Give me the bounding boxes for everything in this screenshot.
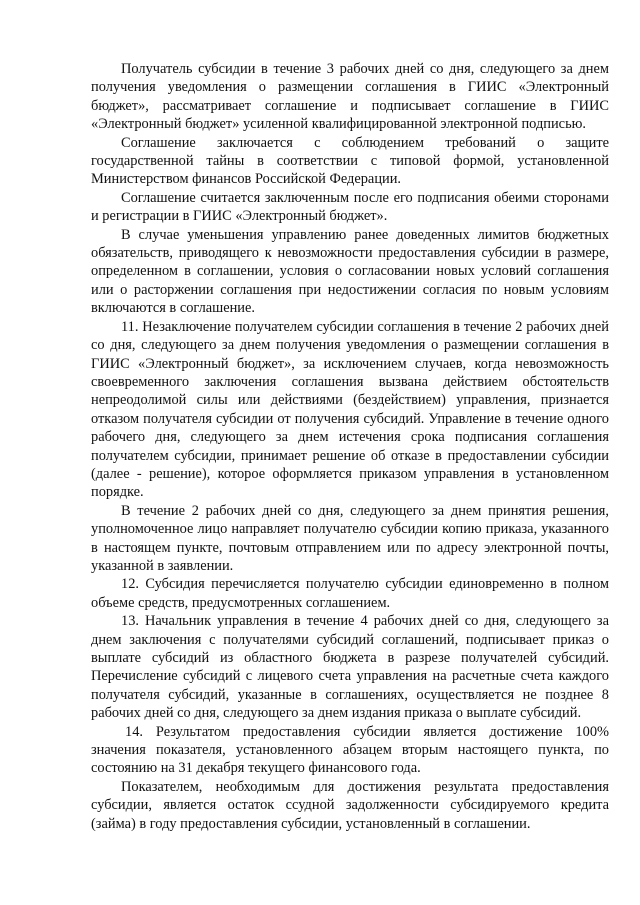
paragraph-item-12: 12. Субсидия перечисляется получателю субсидии единовременно в полном объеме средств, предусмотренных соглашением. [91, 576, 609, 611]
paragraph-item-11: 11. Незаключение получателем субсидии соглашения в течение 2 рабочих дней со дня, следующего за днем получения уведомления о размещении соглашения в ГИИС «Электронный бюджет», за исключением случаев, когда невозможность своевременного заключения соглашения вызвана действием обстоятельств непреодолимой силы или действиями (бездействием) управления, признается отказом получателя субсидии от получения субсидий. Управление в течение одного рабочего дня, следующего за днем истечения срока подписания соглашения получателем субсидии, принимает решение об отказе в предоставлении субсидии (далее - решение), которое оформляется приказом управления в установленном порядке. [91, 318, 609, 501]
paragraph-state-secret: Соглашение заключается с соблюдением требований о защите государственной тайны в соответствии с типовой формой, установленной Министерством финансов Российской Федерации. [91, 134, 609, 188]
paragraph-item-13: 13. Начальник управления в течение 4 рабочих дней со дня, следующего за днем заключения с получателями субсидий соглашений, подписывает приказ о выплате субсидий из областного бюджета в разрезе получателей субсидий. Перечисление субсидий с лицевого счета управления на расчетные счета каждого получателя субсидий, указанные в соглашениях, осуществляется не позднее 8 рабочих дней со дня, следующего за днем издания приказа о выплате субсидий. [91, 613, 609, 722]
paragraph-limits-reduction: В случае уменьшения управлению ранее доведенных лимитов бюджетных обязательств, приводящего к невозможности предоставления субсидии в размере, определенном в соглашении, условия о согласовании новых условий соглашения или о расторжении соглашения при недостижении согласия по новым условиям включаются в соглашение. [91, 226, 609, 317]
paragraph-item-14: 14. Результатом предоставления субсидии является достижение 100% значения показателя, установленного абзацем вторым настоящего пункта, по состоянию на 31 декабря текущего финансового года. [91, 723, 609, 777]
paragraph-copy-of-order: В течение 2 рабочих дней со дня, следующего за днем принятия решения, уполномоченное лицо направляет получателю субсидии копию приказа, указанного в настоящем пункте, почтовым отправлением или по адресу электронной почты, указанной в заявлении. [91, 502, 609, 574]
paragraph-recipient-signing: Получатель субсидии в течение 3 рабочих дней со дня, следующего за днем получения уведомления о размещении соглашения в ГИИС «Электронный бюджет», рассматривает соглашение и подписывает соглашение в ГИИС «Электронный бюджет» усиленной квалифицированной электронной подписью. [91, 61, 609, 133]
paragraph-agreement-concluded: Соглашение считается заключенным после его подписания обеими сторонами и регистрации в ГИИС «Электронный бюджет». [91, 189, 609, 225]
paragraph-indicator: Показателем, необходимым для достижения результата предоставления субсидии, является остаток ссудной задолженности субсидируемого кредита (займа) в году предоставления субсидии, установленный в соглашении. [91, 778, 609, 832]
